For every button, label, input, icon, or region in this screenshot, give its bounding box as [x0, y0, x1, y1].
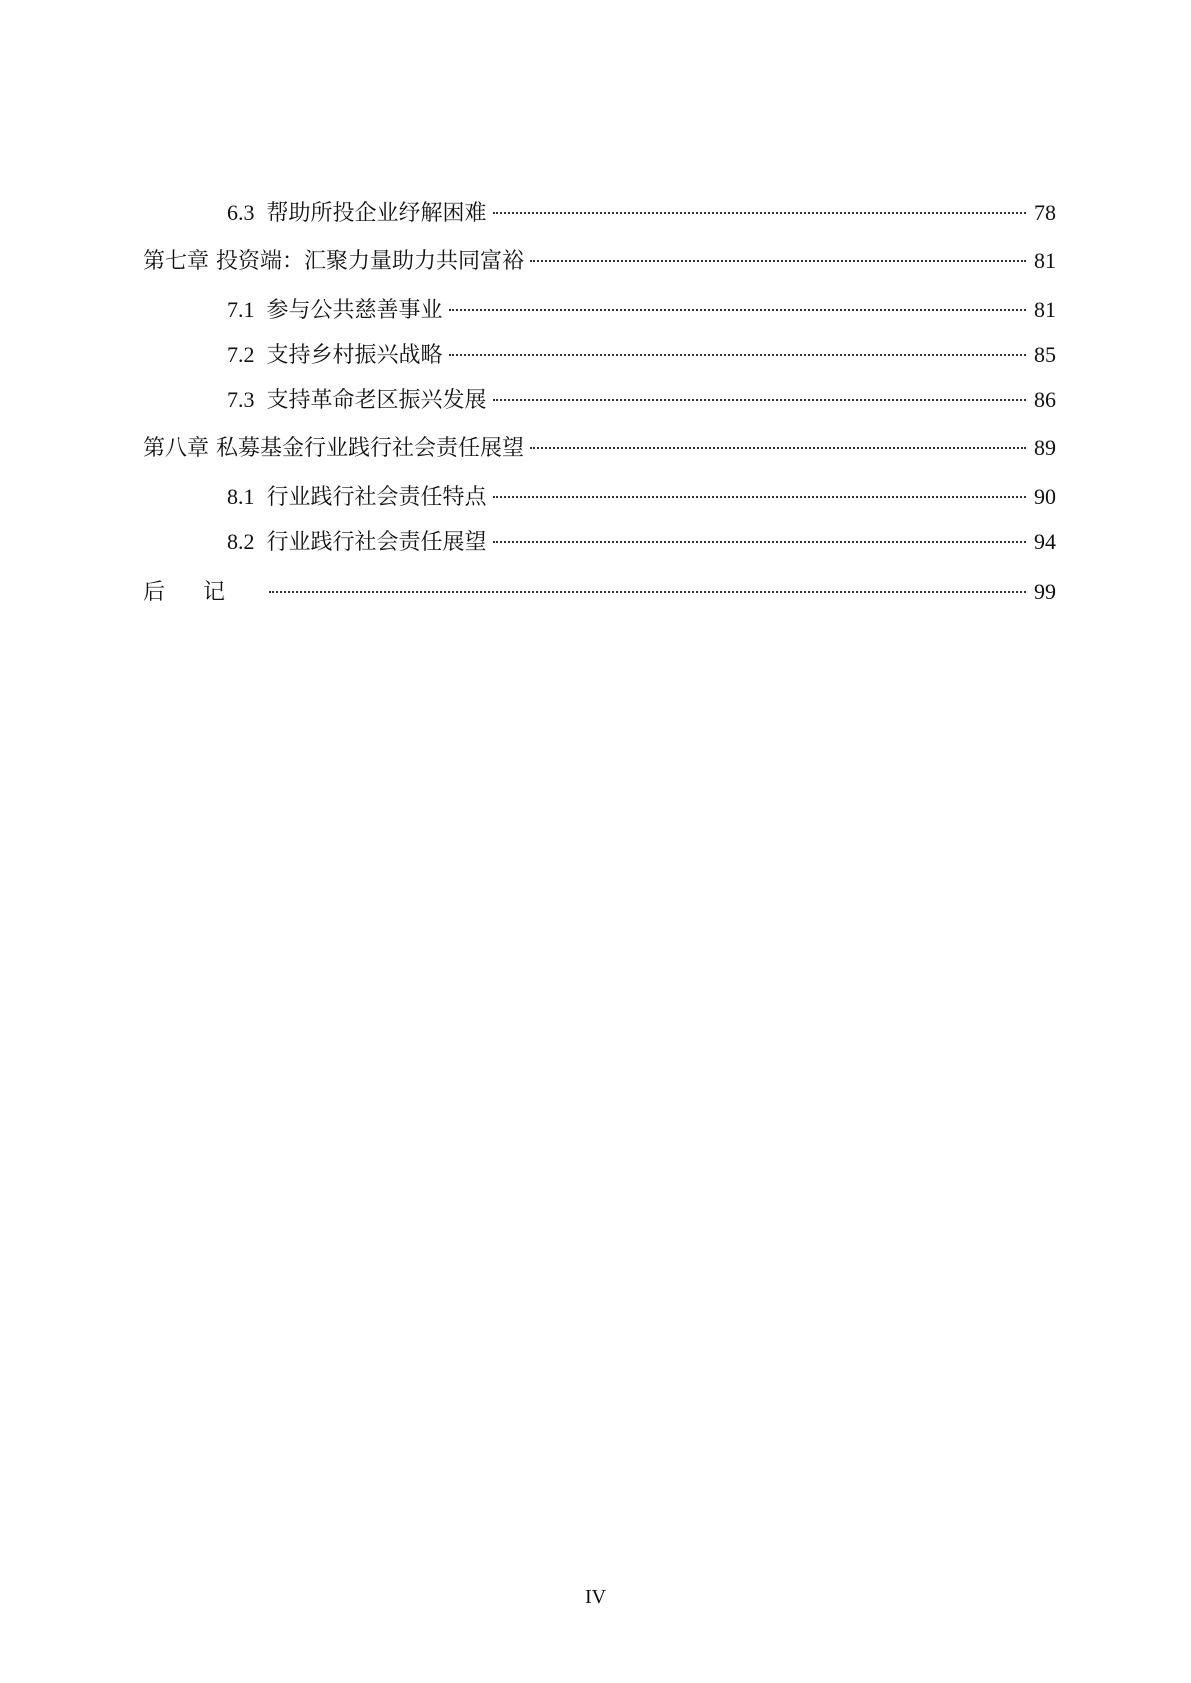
chapter-title: 第八章 私募基金行业践行社会责任展望	[143, 436, 524, 461]
page-number: 81	[1034, 297, 1056, 322]
page-number: 99	[1034, 579, 1056, 604]
dot-leader	[449, 354, 1026, 356]
section-number: 8.1	[227, 484, 255, 509]
toc-entry-8-1[interactable]	[143, 474, 1056, 519]
page-number: 78	[1034, 200, 1056, 225]
dot-leader	[493, 212, 1026, 214]
page-number: 81	[1034, 248, 1056, 273]
page-number: 86	[1034, 387, 1056, 412]
page-number: 85	[1034, 342, 1056, 367]
toc-entry-8-2[interactable]	[143, 519, 1056, 564]
toc-entry-6-3[interactable]	[143, 190, 1056, 235]
section-title: 支持革命老区振兴发展	[266, 387, 487, 412]
section-number: 7.1	[227, 297, 255, 322]
dot-leader	[493, 541, 1026, 543]
toc-entry-afterword[interactable]	[143, 564, 1056, 620]
dot-leader	[493, 399, 1026, 401]
section-number: 8.2	[227, 529, 255, 554]
page-number: 90	[1034, 484, 1056, 509]
section-number: 7.3	[227, 387, 255, 412]
toc-entry-chapter-8[interactable]	[143, 422, 1056, 474]
section-title: 参与公共慈善事业	[266, 297, 443, 322]
dot-leader	[449, 309, 1026, 311]
toc-entry-chapter-7[interactable]	[143, 235, 1056, 287]
toc-entry-7-1[interactable]	[143, 287, 1056, 332]
table-of-contents	[143, 190, 1056, 620]
toc-entry-7-3[interactable]	[143, 377, 1056, 422]
chapter-title: 第七章 投资端：汇聚力量助力共同富裕	[143, 249, 524, 274]
footer-page-number: IV	[584, 1586, 607, 1608]
page-number: 94	[1034, 529, 1056, 554]
section-title: 行业践行社会责任展望	[266, 529, 487, 554]
afterword-title: 后记	[143, 580, 264, 605]
dot-leader	[530, 260, 1026, 262]
page-number: 89	[1034, 435, 1056, 460]
dot-leader	[269, 591, 1026, 593]
section-title: 行业践行社会责任特点	[266, 484, 487, 509]
section-title: 支持乡村振兴战略	[266, 342, 443, 367]
section-number: 6.3	[227, 200, 255, 225]
section-number: 7.2	[227, 342, 255, 367]
dot-leader	[493, 496, 1026, 498]
dot-leader	[530, 447, 1026, 449]
toc-entry-7-2[interactable]	[143, 332, 1056, 377]
section-title: 帮助所投企业纾解困难	[266, 200, 487, 225]
